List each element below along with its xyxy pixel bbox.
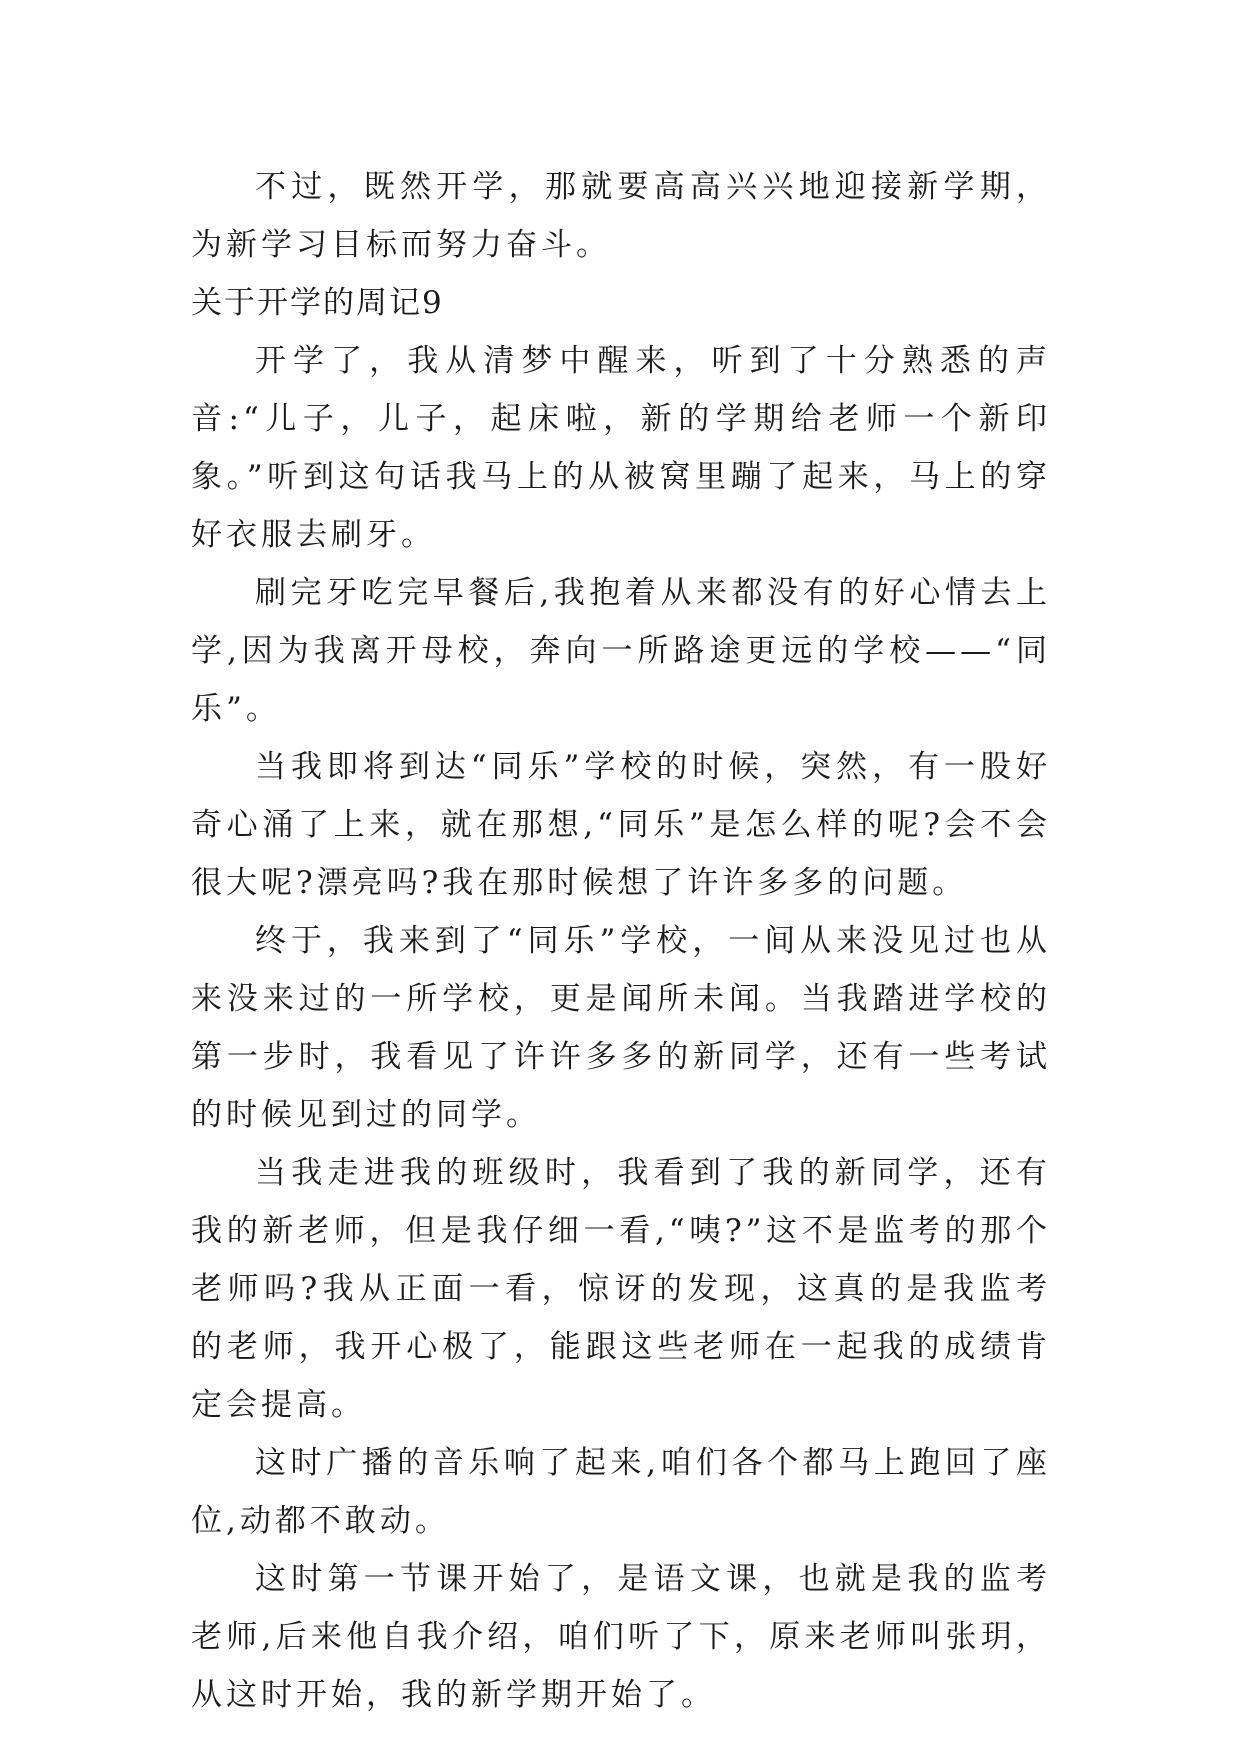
paragraph: 当我走进我的班级时，我看到了我的新同学，还有我的新老师，但是我仔细一看,“咦?”这不是监考的那个老师吗?我从正面一看，惊讶的发现，这真的是我监考的老师，我开心极了，能跟这些老师在一起我的成绩肯定会提高。	[191, 1155, 1051, 1423]
paragraph: 不过，既然开学，那就要高高兴兴地迎接新学期，为新学习目标而努力奋斗。	[191, 169, 1051, 263]
paragraph: 这时广播的音乐响了起来,咱们各个都马上跑回了座位,动都不敢动。	[191, 1445, 1051, 1539]
paragraph: 终于，我来到了“同乐”学校，一间从来没见过也从来没来过的一所学校，更是闻所未闻。当我踏进学校的第一步时，我看见了许许多多的新同学，还有一些考试的时候见到过的同学。	[191, 923, 1051, 1133]
paragraph: 刷完牙吃完早餐后,我抱着从来都没有的好心情去上学,因为我离开母校，奔向一所路途更远的学校——“同乐”。	[191, 575, 1051, 727]
paragraph: 这时第一节课开始了，是语文课，也就是我的监考老师,后来他自我介绍，咱们听了下，原来老师叫张玥，从这时开始，我的新学期开始了。	[191, 1561, 1051, 1713]
paragraph: 开学了，我从清梦中醒来，听到了十分熟悉的声音:“儿子，儿子，起床啦，新的学期给老师一个新印象。”听到这句话我马上的从被窝里蹦了起来，马上的穿好衣服去刷牙。	[191, 343, 1051, 553]
document-page	[191, 158, 1051, 1724]
paragraph: 当我即将到达“同乐”学校的时候，突然，有一股好奇心涌了上来，就在那想,“同乐”是怎么样的呢?会不会很大呢?漂亮吗?我在那时候想了许许多多的问题。	[191, 749, 1051, 901]
section-heading: 关于开学的周记9	[191, 285, 444, 321]
